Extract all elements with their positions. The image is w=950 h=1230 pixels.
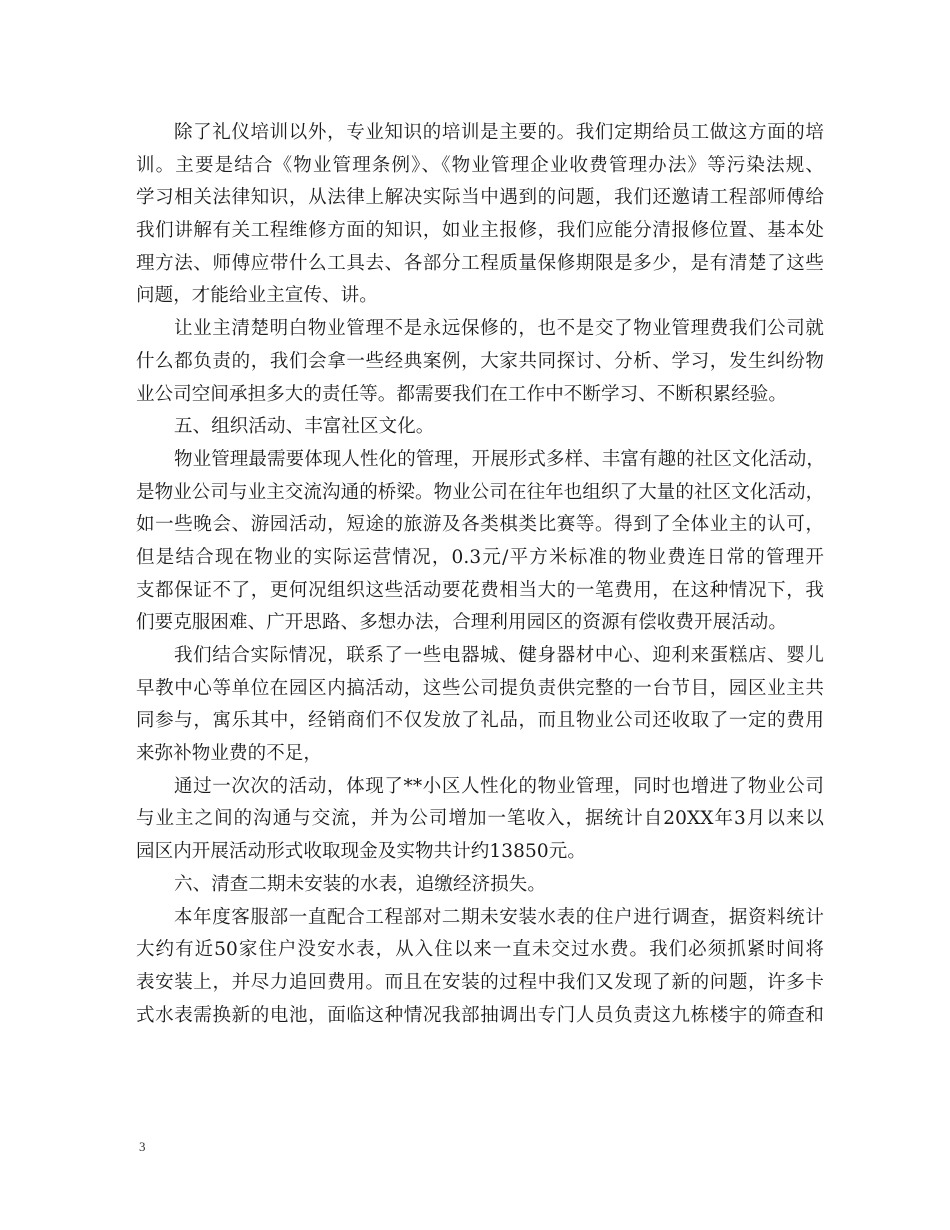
paragraph-line: 我们讲解有关工程维修方面的知识，如业主报修，我们应能分清报修位置、基本处 [136, 220, 824, 242]
paragraph-line: 物业管理最需要体现人性化的管理，开展形式多样、丰富有趣的社区文化活动， [174, 448, 826, 470]
body-text [136, 117, 824, 1032]
section-heading: 六、清查二期未安装的水表，追缴经济损失。 [174, 873, 547, 895]
paragraph-line: 式水表需换新的电池，面临这种情况我部抽调出专门人员负责这九栋楼宇的筛查和 [136, 1004, 824, 1026]
paragraph-line: 与业主之间的沟通与交流，并为公司增加一笔收入，据统计自20XX年3月以来以 [136, 808, 824, 830]
section-heading: 五、组织活动、丰富社区文化。 [174, 416, 435, 438]
paragraph-line: 早教中心等单位在园区内搞活动，这些公司提负责供完整的一台节目，园区业主共 [136, 677, 824, 699]
paragraph-line: 同参与，寓乐其中，经销商们不仅发放了礼品，而且物业公司还收取了一定的费用 [136, 710, 824, 732]
paragraph-line: 大约有近50家住户没安水表，从入住以来一直未交过水费。我们必须抓紧时间将 [136, 939, 824, 961]
paragraph-line: 是物业公司与业主交流沟通的桥梁。物业公司在往年也组织了大量的社区文化活动， [136, 481, 825, 503]
page-number: 3 [139, 1139, 146, 1154]
paragraph-line: 业公司空间承担多大的责任等。都需要我们在工作中不断学习、不断积累经验。 [136, 383, 788, 405]
paragraph-line: 如一些晚会、游园活动，短途的旅游及各类棋类比赛等。得到了全体业主的认可， [136, 514, 824, 536]
paragraph-line: 让业主清楚明白物业管理不是永远保修的，也不是交了物业管理费我们公司就 [174, 318, 824, 340]
paragraph-line: 表安装上，并尽力追回费用。而且在安装的过程中我们又发现了新的问题，许多卡 [136, 971, 824, 993]
paragraph-line: 来弥补物业费的不足， [136, 743, 323, 765]
paragraph-line: 但是结合现在物业的实际运营情况，0.3元/平方米标准的物业费连日常的管理开 [136, 546, 824, 568]
paragraph-line: 们要克服困难、广开思路、多想办法，合理利用园区的资源有偿收费开展活动。 [136, 612, 788, 634]
paragraph-line: 通过一次次的活动，体现了**小区人性化的物业管理，同时也增进了物业公司 [174, 775, 824, 797]
paragraph-line: 除了礼仪培训以外，专业知识的培训是主要的。我们定期给员工做这方面的培 [174, 122, 824, 143]
paragraph-line: 训。主要是结合《物业管理条例》、《物业管理企业收费管理办法》等污染法规、 [136, 154, 824, 176]
paragraph-line: 本年度客服部一直配合工程部对二期未安装水表的住户进行调查，据资料统计 [174, 906, 824, 928]
paragraph-line: 学习相关法律知识，从法律上解决实际当中遇到的问题，我们还邀请工程部师傅给 [136, 187, 824, 209]
paragraph-line: 理方法、师傅应带什么工具去、各部分工程质量保修期限是多少，是有清楚了这些 [136, 252, 824, 274]
paragraph-line: 园区内开展活动形式收取现金及实物共计约13850元。 [136, 841, 586, 863]
paragraph-line: 支都保证不了，更何况组织这些活动要花费相当大的一笔费用，在这种情况下，我 [136, 579, 824, 601]
paragraph-line: 什么都负责的，我们会拿一些经典案例，大家共同探讨、分析、学习，发生纠纷物 [136, 350, 824, 372]
paragraph-line: 我们结合实际情况，联系了一些电器城、健身器材中心、迎利来蛋糕店、婴儿 [174, 645, 824, 666]
paragraph-line: 问题，才能给业主宣传、讲。 [136, 285, 378, 307]
